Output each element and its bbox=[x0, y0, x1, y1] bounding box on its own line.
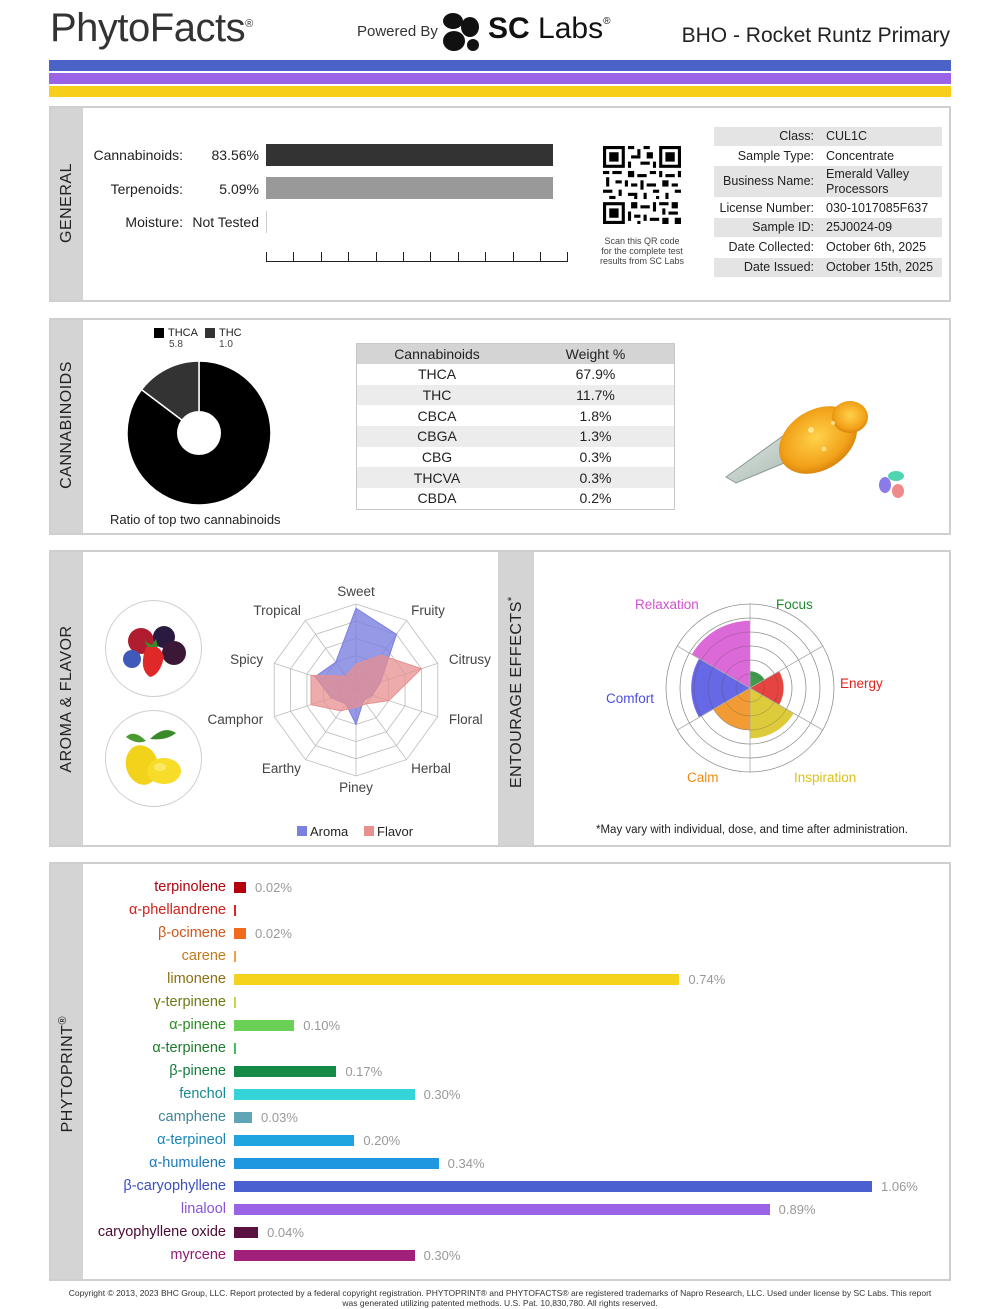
table-row bbox=[357, 405, 674, 426]
terpene-bar bbox=[234, 1227, 258, 1238]
qr-code[interactable] bbox=[603, 146, 681, 224]
info-value: 030-1017085F637 bbox=[826, 201, 929, 215]
info-key: Sample Type: bbox=[737, 149, 814, 163]
terpene-percent: 0.30% bbox=[423, 1087, 461, 1102]
terpene-bar bbox=[234, 928, 246, 939]
cannabinoids-label: Cannabinoids: bbox=[93, 147, 183, 163]
moisture-bar bbox=[266, 211, 267, 233]
info-row-sample-id bbox=[714, 218, 942, 237]
legend-swatch-thca bbox=[154, 328, 164, 338]
cannabinoid-weight: 0.2% bbox=[579, 490, 612, 507]
terpene-bar bbox=[234, 1158, 439, 1169]
legend-swatch-thc bbox=[205, 328, 215, 338]
effect-label-energy: Energy bbox=[840, 676, 883, 691]
sc-labs-logo-icon bbox=[440, 12, 482, 52]
legend-label-thc: THC bbox=[219, 327, 242, 339]
cannabinoid-name: CBDA bbox=[417, 490, 457, 507]
general-section-title: GENERAL bbox=[58, 163, 75, 243]
phytoprint-tab bbox=[51, 864, 83, 1279]
radar-label-sweet: Sweet bbox=[337, 584, 375, 599]
terpene-label: carene bbox=[181, 948, 226, 964]
cannabinoid-name: THCA bbox=[417, 366, 457, 383]
cannabinoid-name: CBCA bbox=[417, 407, 457, 424]
cannabinoid-weight: 1.3% bbox=[579, 428, 612, 445]
berries-image bbox=[105, 600, 202, 697]
terpene-percent: 0.89% bbox=[778, 1202, 816, 1217]
moisture-value: Not Tested bbox=[192, 214, 259, 230]
terpene-percent: 0.03% bbox=[261, 1110, 298, 1125]
terpenoids-value: 5.09% bbox=[219, 181, 259, 197]
moisture-label: Moisture: bbox=[125, 214, 183, 230]
entourage-disclaimer: *May vary with individual, dose, and time after administration. bbox=[596, 824, 908, 836]
aroma-tab bbox=[51, 552, 83, 845]
radar-label-floral: Floral bbox=[448, 712, 483, 728]
radar-label-tropical: Tropical bbox=[253, 602, 301, 618]
terpene-label: γ-terpinene bbox=[153, 994, 226, 1010]
axis-tick bbox=[540, 252, 541, 262]
legend-label-aroma: Aroma bbox=[310, 824, 349, 839]
cannabinoid-name: CBG bbox=[421, 449, 453, 466]
terpene-percent: 0.30% bbox=[423, 1248, 461, 1263]
legend-label-thca: THCA bbox=[168, 327, 198, 339]
radar-label-earthy: Earthy bbox=[261, 761, 301, 777]
info-value: October 6th, 2025 bbox=[826, 240, 927, 254]
cannabinoid-weight: 1.8% bbox=[579, 407, 612, 424]
info-row-sample-type bbox=[714, 147, 942, 166]
legend-label-flavor: Flavor bbox=[377, 824, 414, 839]
pie-caption: Ratio of top two cannabinoids bbox=[110, 512, 281, 527]
terpene-bar bbox=[234, 1250, 415, 1261]
cannabinoid-table bbox=[356, 343, 675, 510]
info-key: Date Collected: bbox=[728, 240, 814, 254]
cannabinoids-tab bbox=[51, 320, 83, 533]
cannabinoid-pie-chart bbox=[124, 358, 274, 508]
axis-tick bbox=[485, 252, 486, 262]
terpene-bar bbox=[234, 1112, 252, 1123]
radar-label-camphor: Camphor bbox=[207, 712, 264, 728]
terpene-label: camphene bbox=[158, 1109, 226, 1125]
effect-label-comfort: Comfort bbox=[606, 691, 655, 706]
effect-label-inspiration: Inspiration bbox=[794, 770, 857, 785]
stripe-blue bbox=[49, 60, 951, 71]
terpene-bar bbox=[234, 1089, 415, 1100]
terpene-bar bbox=[234, 1020, 294, 1031]
terpene-label: α-terpineol bbox=[157, 1132, 226, 1148]
cannabinoid-name: CBGA bbox=[417, 428, 457, 445]
terpene-label: myrcene bbox=[170, 1247, 226, 1263]
effect-label-focus: Focus bbox=[776, 597, 813, 612]
info-key: Sample ID: bbox=[752, 220, 814, 234]
terpene-bar bbox=[234, 1043, 236, 1054]
footer-copyright bbox=[50, 1288, 950, 1308]
terpene-bar bbox=[234, 1181, 872, 1192]
table-row bbox=[357, 426, 674, 447]
product-title: BHO - Rocket Runtz Primary bbox=[681, 24, 950, 47]
axis-tick bbox=[348, 252, 349, 262]
info-value: Concentrate bbox=[826, 149, 895, 163]
info-key: License Number: bbox=[719, 201, 814, 215]
table-row bbox=[357, 364, 674, 385]
terpene-percent: 1.06% bbox=[881, 1179, 918, 1194]
cannabinoids-section-title: CANNABINOIDS bbox=[58, 361, 75, 489]
axis-tick bbox=[430, 252, 431, 262]
terpene-percent: 0.20% bbox=[363, 1133, 401, 1148]
table-row bbox=[357, 385, 674, 406]
table-row bbox=[357, 488, 674, 509]
cannabinoids-value: 83.56% bbox=[211, 147, 259, 163]
terpene-percent: 0.10% bbox=[303, 1018, 341, 1033]
table-row bbox=[357, 447, 674, 468]
terpene-label: α-pinene bbox=[169, 1017, 226, 1033]
axis-tick bbox=[403, 252, 404, 262]
terpene-label: fenchol bbox=[179, 1086, 226, 1102]
terpene-bar bbox=[234, 974, 679, 985]
info-value: Emerald Valley Processors bbox=[826, 167, 910, 196]
entourage-tab bbox=[498, 552, 534, 845]
footer-line-1: Copyright © 2013, 2023 BHC Group, LLC. Report protected by a federal copyright registration. PHYTOPRINT® and PHYTOFACTS® are registered trademarks of Napro Research, LLC. Used under license by SC Labs. This report bbox=[68, 1288, 932, 1298]
entourage-section-title: ENTOURAGE EFFECTS* bbox=[505, 596, 526, 789]
entourage-polar-chart bbox=[664, 602, 836, 774]
axis-tick bbox=[376, 252, 377, 262]
powered-by-text: Powered By bbox=[357, 23, 438, 40]
terpene-bar bbox=[234, 905, 236, 916]
axis-tick bbox=[513, 252, 514, 262]
cannabinoid-weight: 0.3% bbox=[579, 469, 612, 486]
axis-tick bbox=[266, 252, 267, 262]
terpene-label: terpinolene bbox=[154, 879, 226, 895]
terpene-bar bbox=[234, 997, 236, 1008]
cannabinoid-weight: 11.7% bbox=[576, 387, 615, 404]
legend-value-thca: 5.8 bbox=[169, 339, 183, 350]
general-tab bbox=[51, 108, 83, 300]
terpene-label: β-pinene bbox=[169, 1063, 226, 1079]
terpene-bar bbox=[234, 1135, 354, 1146]
stripe-purple bbox=[49, 73, 951, 84]
terpene-label: β-ocimene bbox=[158, 925, 226, 941]
terpene-bar bbox=[234, 882, 246, 893]
info-row-date-issued bbox=[714, 258, 942, 277]
info-value: CUL1C bbox=[826, 129, 867, 143]
radar-label-spicy: Spicy bbox=[230, 651, 264, 667]
stripe-yellow bbox=[49, 86, 951, 97]
terpene-bar bbox=[234, 951, 236, 962]
terpene-label: caryophyllene oxide bbox=[97, 1224, 226, 1240]
phytoprint-section-title: PHYTOPRINT® bbox=[56, 1015, 77, 1133]
column-header-cannabinoids: Cannabinoids bbox=[394, 346, 480, 362]
general-axis bbox=[266, 261, 568, 262]
terpene-percent: 0.34% bbox=[447, 1156, 485, 1171]
qr-caption-line-3: results from SC Labs bbox=[599, 256, 685, 266]
axis-tick bbox=[293, 252, 294, 262]
terpene-label: α-humulene bbox=[149, 1155, 226, 1171]
axis-tick bbox=[321, 252, 322, 262]
phytofacts-logo: PhytoFacts® bbox=[50, 6, 253, 50]
table-row bbox=[357, 467, 674, 488]
info-value: October 15th, 2025 bbox=[826, 260, 934, 274]
product-image bbox=[718, 365, 913, 505]
cannabinoid-name: THC bbox=[422, 387, 452, 404]
axis-tick bbox=[567, 252, 568, 262]
radar-label-citrusy: Citrusy bbox=[448, 651, 491, 667]
terpene-percent: 0.74% bbox=[688, 972, 726, 987]
terpene-label: linalool bbox=[180, 1201, 226, 1217]
terpene-label: α-terpinene bbox=[152, 1040, 226, 1056]
cannabinoid-table-header bbox=[357, 344, 674, 364]
pie-hole bbox=[177, 411, 221, 455]
terpene-percent: 0.02% bbox=[255, 926, 292, 941]
qr-caption-line-2: for the complete test bbox=[601, 246, 683, 256]
info-row-class bbox=[714, 127, 942, 146]
terpene-label: limonene bbox=[167, 971, 226, 987]
cannabinoid-weight: 67.9% bbox=[575, 366, 616, 383]
cannabinoids-bar bbox=[266, 144, 553, 166]
info-key: Business Name: bbox=[722, 174, 814, 188]
qr-caption-line-1: Scan this QR code bbox=[604, 236, 680, 246]
info-row-license-number bbox=[714, 199, 942, 218]
cannabinoid-weight: 0.3% bbox=[579, 449, 612, 466]
qr-caption bbox=[587, 236, 697, 266]
lemon-image bbox=[105, 710, 202, 807]
terpene-bar bbox=[234, 1066, 336, 1077]
legend-swatch-aroma bbox=[297, 826, 307, 836]
axis-tick bbox=[458, 252, 459, 262]
terpene-percent: 0.04% bbox=[267, 1225, 304, 1240]
terpene-percent: 0.17% bbox=[345, 1064, 383, 1079]
effect-label-relaxation: Relaxation bbox=[635, 597, 699, 612]
terpene-bar bbox=[234, 1204, 770, 1215]
legend-value-thc: 1.0 bbox=[219, 339, 233, 350]
info-row-business-name bbox=[714, 166, 942, 197]
footer-line-2: was generated utilizing patented methods. U.S. Pat. 10,830,780. All rights reserved. bbox=[342, 1298, 658, 1308]
info-key: Class: bbox=[779, 129, 814, 143]
info-key: Date Issued: bbox=[743, 260, 814, 274]
terpene-label: β-caryophyllene bbox=[123, 1178, 226, 1194]
terpenoids-bar bbox=[266, 177, 553, 199]
terpene-label: α-phellandrene bbox=[128, 902, 226, 918]
terpene-percent: 0.02% bbox=[255, 880, 292, 895]
radar-label-piney: Piney bbox=[339, 780, 373, 795]
cannabinoid-name: THCVA bbox=[413, 469, 461, 486]
column-header-weight: Weight % bbox=[565, 346, 626, 362]
info-value: 25J0024-09 bbox=[826, 220, 893, 234]
effect-label-calm: Calm bbox=[687, 770, 719, 785]
aroma-section-title: AROMA & FLAVOR bbox=[58, 625, 75, 773]
terpenoids-label: Terpenoids: bbox=[110, 181, 183, 197]
radar-label-herbal: Herbal bbox=[411, 761, 451, 777]
legend-swatch-flavor bbox=[364, 826, 374, 836]
sc-labs-wordmark: SC Labs® bbox=[488, 12, 611, 45]
radar-label-fruity: Fruity bbox=[411, 602, 445, 618]
info-row-date-collected bbox=[714, 238, 942, 257]
